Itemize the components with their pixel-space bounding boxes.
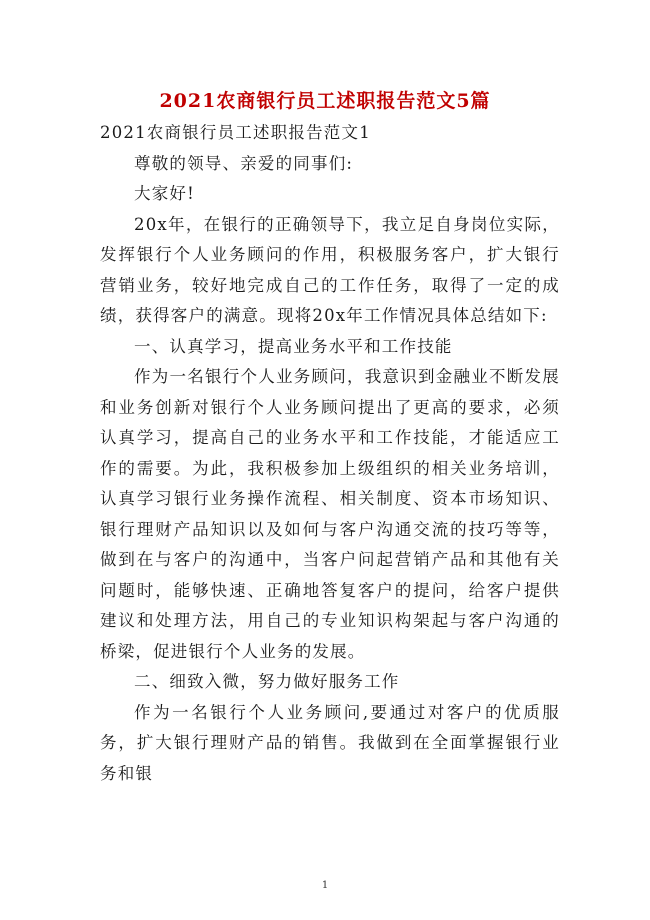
- paragraph-hello: 大家好!: [134, 184, 195, 203]
- document-title: 2021农商银行员工述职报告范文5篇: [159, 90, 491, 112]
- document-body: [100, 118, 560, 789]
- page-number: 1: [321, 880, 329, 891]
- paragraph-heading-1: 一、认真学习，提高业务水平和工作技能: [134, 336, 453, 356]
- paragraph-body-2: 作为一名银行个人业务顾问,要通过对客户的优质服务，扩大银行理财产品的销售。我做到在全面掌握银行业务和银: [100, 702, 560, 783]
- paragraph-body-1: 作为一名银行个人业务顾问，我意识到金融业不断发展和业务创新对银行个人业务顾问提出了更高的要求，必须认真学习，提高自己的业务水平和工作技能，才能适应工作的需要。为此，我积极参加上级组织的相关业务培训，认真学习银行业务操作流程、相关制度、资本市场知识、银行理财产品知识以及如何与客户沟通交流的技巧等等，做到在与客户的沟通中，当客户问起营销产品和其他有关问题时，能够快速、正确地答复客户的提问，给客户提供建议和处理方法，用自己的专业知识构架起与客户沟通的桥梁，促进银行个人业务的发展。: [100, 367, 560, 661]
- section-heading: 2021农商银行员工述职报告范文1: [100, 123, 371, 142]
- paragraph-greeting: 尊敬的领导、亲爱的同事们:: [134, 153, 354, 173]
- paragraph-heading-2: 二、细致入微，努力做好服务工作: [134, 672, 400, 691]
- paragraph-intro: 20x年，在银行的正确领导下，我立足自身岗位实际，发挥银行个人业务顾问的作用，积极服务客户，扩大银行营销业务，较好地完成自己的工作任务，取得了一定的成绩，获得客户的满意。现将20x年工作情况具体总结如下:: [100, 214, 560, 325]
